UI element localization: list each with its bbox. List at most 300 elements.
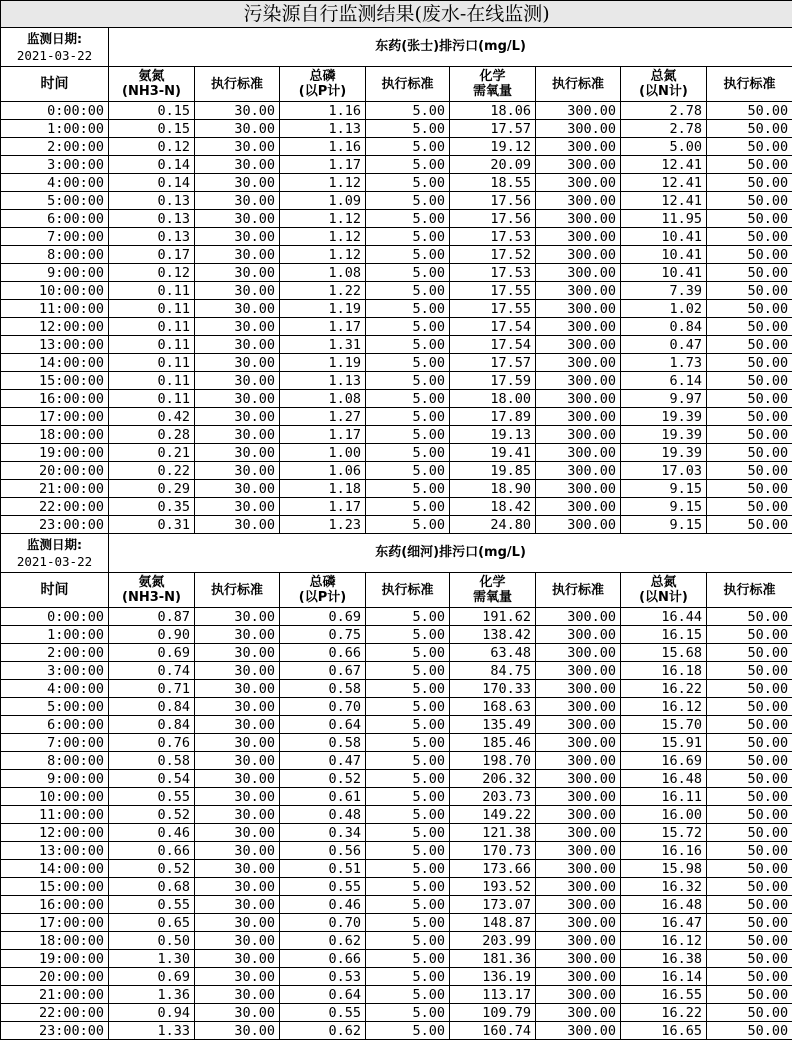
tp-standard: 5.00 bbox=[366, 644, 450, 662]
tp-value: 0.52 bbox=[280, 770, 366, 788]
nh3-value: 0.28 bbox=[109, 426, 195, 444]
tp-standard: 5.00 bbox=[366, 120, 450, 138]
tn-standard: 50.00 bbox=[707, 354, 792, 372]
table-row bbox=[1, 480, 792, 498]
tn-standard: 50.00 bbox=[707, 300, 792, 318]
nh3-standard: 30.00 bbox=[195, 318, 280, 336]
nh3-standard: 30.00 bbox=[195, 138, 280, 156]
time-cell: 4:00:00 bbox=[1, 680, 109, 698]
nh3-value: 0.15 bbox=[109, 102, 195, 120]
header-standard: 执行标准 bbox=[536, 573, 621, 608]
tp-value: 0.62 bbox=[280, 1022, 366, 1040]
nh3-standard: 30.00 bbox=[195, 644, 280, 662]
cod-value: 18.00 bbox=[450, 390, 536, 408]
tp-standard: 5.00 bbox=[366, 752, 450, 770]
monitoring-date-cell bbox=[1, 28, 109, 67]
tp-standard: 5.00 bbox=[366, 264, 450, 282]
cod-standard: 300.00 bbox=[536, 192, 621, 210]
table-row bbox=[1, 390, 792, 408]
nh3-standard: 30.00 bbox=[195, 968, 280, 986]
header-cod-line: 化学 bbox=[479, 69, 506, 84]
cod-standard: 300.00 bbox=[536, 626, 621, 644]
tp-value: 0.62 bbox=[280, 932, 366, 950]
cod-standard: 300.00 bbox=[536, 932, 621, 950]
nh3-value: 0.22 bbox=[109, 462, 195, 480]
table-row bbox=[1, 138, 792, 156]
nh3-standard: 30.00 bbox=[195, 498, 280, 516]
nh3-value: 1.33 bbox=[109, 1022, 195, 1040]
tn-standard: 50.00 bbox=[707, 246, 792, 264]
nh3-standard: 30.00 bbox=[195, 372, 280, 390]
tp-value: 0.47 bbox=[280, 752, 366, 770]
cod-value: 17.52 bbox=[450, 246, 536, 264]
table-row bbox=[1, 860, 792, 878]
time-cell: 23:00:00 bbox=[1, 1022, 109, 1040]
cod-value: 203.99 bbox=[450, 932, 536, 950]
nh3-standard: 30.00 bbox=[195, 878, 280, 896]
tp-value: 0.66 bbox=[280, 950, 366, 968]
table-row bbox=[1, 842, 792, 860]
nh3-value: 0.31 bbox=[109, 516, 195, 534]
tn-value: 19.39 bbox=[621, 426, 707, 444]
time-cell: 13:00:00 bbox=[1, 336, 109, 354]
nh3-standard: 30.00 bbox=[195, 282, 280, 300]
tn-standard: 50.00 bbox=[707, 1022, 792, 1040]
table-row bbox=[1, 680, 792, 698]
table-row bbox=[1, 300, 792, 318]
header-cod-line: 化学 bbox=[479, 575, 506, 590]
table-row bbox=[1, 444, 792, 462]
nh3-value: 0.29 bbox=[109, 480, 195, 498]
tp-standard: 5.00 bbox=[366, 932, 450, 950]
nh3-value: 0.42 bbox=[109, 408, 195, 426]
tn-value: 16.18 bbox=[621, 662, 707, 680]
nh3-standard: 30.00 bbox=[195, 264, 280, 282]
tn-standard: 50.00 bbox=[707, 282, 792, 300]
header-tp-line: (以P计) bbox=[298, 590, 347, 605]
nh3-value: 0.54 bbox=[109, 770, 195, 788]
header-nh3-line: (NH3-N) bbox=[122, 84, 181, 99]
tp-standard: 5.00 bbox=[366, 878, 450, 896]
tn-value: 16.32 bbox=[621, 878, 707, 896]
cod-standard: 300.00 bbox=[536, 120, 621, 138]
nh3-standard: 30.00 bbox=[195, 426, 280, 444]
header-cod-line: 需氧量 bbox=[472, 84, 512, 99]
cod-value: 173.07 bbox=[450, 896, 536, 914]
monitoring-date-value: 2021-03-22 bbox=[16, 554, 93, 569]
cod-value: 17.53 bbox=[450, 264, 536, 282]
cod-standard: 300.00 bbox=[536, 408, 621, 426]
nh3-value: 0.14 bbox=[109, 174, 195, 192]
cod-value: 17.56 bbox=[450, 192, 536, 210]
nh3-value: 0.12 bbox=[109, 138, 195, 156]
tn-standard: 50.00 bbox=[707, 608, 792, 626]
tn-value: 12.41 bbox=[621, 192, 707, 210]
table-row bbox=[1, 896, 792, 914]
monitoring-date-label: 监测日期: bbox=[27, 31, 82, 46]
tn-value: 9.15 bbox=[621, 516, 707, 534]
tn-value: 5.00 bbox=[621, 138, 707, 156]
cod-standard: 300.00 bbox=[536, 1004, 621, 1022]
tn-value: 16.12 bbox=[621, 932, 707, 950]
tp-standard: 5.00 bbox=[366, 390, 450, 408]
table-row bbox=[1, 516, 792, 534]
cod-standard: 300.00 bbox=[536, 282, 621, 300]
tn-standard: 50.00 bbox=[707, 932, 792, 950]
tp-standard: 5.00 bbox=[366, 516, 450, 534]
column-header-row bbox=[1, 67, 792, 102]
tn-standard: 50.00 bbox=[707, 806, 792, 824]
header-tn-line: 总氮 bbox=[650, 575, 677, 590]
tn-standard: 50.00 bbox=[707, 138, 792, 156]
tn-value: 15.68 bbox=[621, 644, 707, 662]
nh3-standard: 30.00 bbox=[195, 932, 280, 950]
table-row bbox=[1, 914, 792, 932]
cod-standard: 300.00 bbox=[536, 372, 621, 390]
time-cell: 21:00:00 bbox=[1, 986, 109, 1004]
tp-value: 0.58 bbox=[280, 734, 366, 752]
cod-value: 138.42 bbox=[450, 626, 536, 644]
cod-standard: 300.00 bbox=[536, 644, 621, 662]
cod-standard: 300.00 bbox=[536, 914, 621, 932]
tn-value: 16.22 bbox=[621, 680, 707, 698]
cod-value: 84.75 bbox=[450, 662, 536, 680]
tn-standard: 50.00 bbox=[707, 734, 792, 752]
table-row bbox=[1, 498, 792, 516]
header-standard: 执行标准 bbox=[707, 573, 792, 608]
tn-standard: 50.00 bbox=[707, 498, 792, 516]
cod-standard: 300.00 bbox=[536, 734, 621, 752]
cod-value: 19.12 bbox=[450, 138, 536, 156]
time-cell: 8:00:00 bbox=[1, 752, 109, 770]
tn-standard: 50.00 bbox=[707, 896, 792, 914]
tp-standard: 5.00 bbox=[366, 680, 450, 698]
header-tn bbox=[621, 573, 707, 608]
time-cell: 13:00:00 bbox=[1, 842, 109, 860]
tn-value: 16.14 bbox=[621, 968, 707, 986]
tn-standard: 50.00 bbox=[707, 210, 792, 228]
time-cell: 9:00:00 bbox=[1, 264, 109, 282]
header-time: 时间 bbox=[1, 67, 109, 102]
tp-value: 1.12 bbox=[280, 174, 366, 192]
time-cell: 8:00:00 bbox=[1, 246, 109, 264]
cod-standard: 300.00 bbox=[536, 824, 621, 842]
nh3-value: 0.13 bbox=[109, 192, 195, 210]
tp-standard: 5.00 bbox=[366, 444, 450, 462]
tp-value: 0.34 bbox=[280, 824, 366, 842]
tn-value: 16.55 bbox=[621, 986, 707, 1004]
time-cell: 1:00:00 bbox=[1, 626, 109, 644]
tp-value: 1.23 bbox=[280, 516, 366, 534]
cod-standard: 300.00 bbox=[536, 516, 621, 534]
tn-value: 2.78 bbox=[621, 120, 707, 138]
nh3-value: 0.52 bbox=[109, 860, 195, 878]
cod-value: 203.73 bbox=[450, 788, 536, 806]
nh3-value: 0.74 bbox=[109, 662, 195, 680]
nh3-value: 0.84 bbox=[109, 716, 195, 734]
tp-standard: 5.00 bbox=[366, 408, 450, 426]
cod-value: 160.74 bbox=[450, 1022, 536, 1040]
tp-standard: 5.00 bbox=[366, 914, 450, 932]
tp-standard: 5.00 bbox=[366, 246, 450, 264]
table-row bbox=[1, 716, 792, 734]
tp-standard: 5.00 bbox=[366, 968, 450, 986]
cod-standard: 300.00 bbox=[536, 498, 621, 516]
tn-value: 9.15 bbox=[621, 498, 707, 516]
cod-value: 17.55 bbox=[450, 282, 536, 300]
cod-value: 17.55 bbox=[450, 300, 536, 318]
cod-standard: 300.00 bbox=[536, 716, 621, 734]
nh3-value: 0.90 bbox=[109, 626, 195, 644]
nh3-value: 0.21 bbox=[109, 444, 195, 462]
cod-value: 206.32 bbox=[450, 770, 536, 788]
header-tp-line: 总磷 bbox=[309, 69, 336, 84]
table-row bbox=[1, 626, 792, 644]
nh3-value: 0.71 bbox=[109, 680, 195, 698]
table-row bbox=[1, 878, 792, 896]
cod-value: 191.62 bbox=[450, 608, 536, 626]
time-cell: 10:00:00 bbox=[1, 282, 109, 300]
tp-standard: 5.00 bbox=[366, 806, 450, 824]
tp-standard: 5.00 bbox=[366, 662, 450, 680]
time-cell: 18:00:00 bbox=[1, 426, 109, 444]
nh3-value: 0.50 bbox=[109, 932, 195, 950]
nh3-value: 0.11 bbox=[109, 390, 195, 408]
cod-standard: 300.00 bbox=[536, 300, 621, 318]
time-cell: 19:00:00 bbox=[1, 950, 109, 968]
table-row bbox=[1, 770, 792, 788]
cod-standard: 300.00 bbox=[536, 608, 621, 626]
tp-standard: 5.00 bbox=[366, 210, 450, 228]
tp-value: 0.51 bbox=[280, 860, 366, 878]
tn-value: 11.95 bbox=[621, 210, 707, 228]
cod-value: 170.33 bbox=[450, 680, 536, 698]
tp-value: 1.08 bbox=[280, 390, 366, 408]
tn-value: 19.39 bbox=[621, 444, 707, 462]
time-cell: 11:00:00 bbox=[1, 806, 109, 824]
nh3-value: 0.13 bbox=[109, 228, 195, 246]
cod-standard: 300.00 bbox=[536, 264, 621, 282]
table-row bbox=[1, 662, 792, 680]
nh3-standard: 30.00 bbox=[195, 390, 280, 408]
time-cell: 4:00:00 bbox=[1, 174, 109, 192]
time-cell: 9:00:00 bbox=[1, 770, 109, 788]
nh3-value: 0.68 bbox=[109, 878, 195, 896]
tp-value: 1.12 bbox=[280, 210, 366, 228]
nh3-value: 0.55 bbox=[109, 788, 195, 806]
tp-standard: 5.00 bbox=[366, 156, 450, 174]
cod-standard: 300.00 bbox=[536, 228, 621, 246]
tn-value: 16.48 bbox=[621, 896, 707, 914]
header-cod bbox=[450, 67, 536, 102]
header-tn bbox=[621, 67, 707, 102]
section-info-row bbox=[1, 28, 792, 67]
cod-standard: 300.00 bbox=[536, 156, 621, 174]
tp-standard: 5.00 bbox=[366, 1004, 450, 1022]
cod-value: 18.42 bbox=[450, 498, 536, 516]
nh3-standard: 30.00 bbox=[195, 842, 280, 860]
nh3-value: 0.76 bbox=[109, 734, 195, 752]
time-cell: 15:00:00 bbox=[1, 878, 109, 896]
cod-value: 17.57 bbox=[450, 354, 536, 372]
tp-standard: 5.00 bbox=[366, 734, 450, 752]
nh3-value: 0.14 bbox=[109, 156, 195, 174]
cod-value: 20.09 bbox=[450, 156, 536, 174]
cod-value: 121.38 bbox=[450, 824, 536, 842]
table-row bbox=[1, 698, 792, 716]
table-row bbox=[1, 336, 792, 354]
tn-value: 9.15 bbox=[621, 480, 707, 498]
nh3-standard: 30.00 bbox=[195, 914, 280, 932]
time-cell: 7:00:00 bbox=[1, 228, 109, 246]
tp-standard: 5.00 bbox=[366, 354, 450, 372]
cod-standard: 300.00 bbox=[536, 698, 621, 716]
nh3-standard: 30.00 bbox=[195, 896, 280, 914]
cod-value: 181.36 bbox=[450, 950, 536, 968]
time-cell: 0:00:00 bbox=[1, 608, 109, 626]
time-cell: 0:00:00 bbox=[1, 102, 109, 120]
cod-standard: 300.00 bbox=[536, 174, 621, 192]
tn-value: 16.11 bbox=[621, 788, 707, 806]
tn-value: 12.41 bbox=[621, 174, 707, 192]
tp-standard: 5.00 bbox=[366, 626, 450, 644]
nh3-standard: 30.00 bbox=[195, 354, 280, 372]
cod-standard: 300.00 bbox=[536, 662, 621, 680]
time-cell: 22:00:00 bbox=[1, 498, 109, 516]
tn-standard: 50.00 bbox=[707, 968, 792, 986]
tp-value: 1.18 bbox=[280, 480, 366, 498]
header-tn-line: 总氮 bbox=[650, 69, 677, 84]
tn-standard: 50.00 bbox=[707, 120, 792, 138]
table-row bbox=[1, 372, 792, 390]
nh3-standard: 30.00 bbox=[195, 698, 280, 716]
tn-standard: 50.00 bbox=[707, 626, 792, 644]
cod-standard: 300.00 bbox=[536, 752, 621, 770]
nh3-standard: 30.00 bbox=[195, 824, 280, 842]
nh3-value: 0.66 bbox=[109, 842, 195, 860]
time-cell: 16:00:00 bbox=[1, 896, 109, 914]
nh3-value: 0.11 bbox=[109, 300, 195, 318]
cod-value: 24.80 bbox=[450, 516, 536, 534]
tn-value: 10.41 bbox=[621, 264, 707, 282]
tn-standard: 50.00 bbox=[707, 336, 792, 354]
monitoring-date-value: 2021-03-22 bbox=[16, 48, 93, 63]
table-row bbox=[1, 608, 792, 626]
cod-standard: 300.00 bbox=[536, 444, 621, 462]
time-cell: 3:00:00 bbox=[1, 156, 109, 174]
nh3-value: 1.36 bbox=[109, 986, 195, 1004]
tp-standard: 5.00 bbox=[366, 300, 450, 318]
time-cell: 6:00:00 bbox=[1, 716, 109, 734]
tn-standard: 50.00 bbox=[707, 390, 792, 408]
tn-standard: 50.00 bbox=[707, 174, 792, 192]
header-tn-line: (以N计) bbox=[639, 590, 688, 605]
tp-standard: 5.00 bbox=[366, 608, 450, 626]
tn-standard: 50.00 bbox=[707, 986, 792, 1004]
monitoring-date-label: 监测日期: bbox=[27, 537, 82, 552]
tp-standard: 5.00 bbox=[366, 824, 450, 842]
cod-value: 17.57 bbox=[450, 120, 536, 138]
cod-standard: 300.00 bbox=[536, 950, 621, 968]
nh3-standard: 30.00 bbox=[195, 462, 280, 480]
tn-value: 1.02 bbox=[621, 300, 707, 318]
tn-value: 16.47 bbox=[621, 914, 707, 932]
tn-value: 12.41 bbox=[621, 156, 707, 174]
tn-value: 1.73 bbox=[621, 354, 707, 372]
table-row bbox=[1, 968, 792, 986]
monitoring-date-cell bbox=[1, 534, 109, 573]
tp-value: 1.12 bbox=[280, 228, 366, 246]
tn-standard: 50.00 bbox=[707, 950, 792, 968]
header-tp-line: (以P计) bbox=[298, 84, 347, 99]
time-cell: 14:00:00 bbox=[1, 860, 109, 878]
tn-value: 16.15 bbox=[621, 626, 707, 644]
nh3-standard: 30.00 bbox=[195, 1004, 280, 1022]
nh3-standard: 30.00 bbox=[195, 102, 280, 120]
nh3-standard: 30.00 bbox=[195, 626, 280, 644]
tn-standard: 50.00 bbox=[707, 372, 792, 390]
tp-value: 0.48 bbox=[280, 806, 366, 824]
nh3-standard: 30.00 bbox=[195, 734, 280, 752]
time-cell: 23:00:00 bbox=[1, 516, 109, 534]
tn-value: 19.39 bbox=[621, 408, 707, 426]
tn-value: 15.91 bbox=[621, 734, 707, 752]
table-row bbox=[1, 806, 792, 824]
nh3-standard: 30.00 bbox=[195, 1022, 280, 1040]
table-row bbox=[1, 354, 792, 372]
nh3-value: 1.30 bbox=[109, 950, 195, 968]
time-cell: 22:00:00 bbox=[1, 1004, 109, 1022]
tn-standard: 50.00 bbox=[707, 102, 792, 120]
tn-value: 0.84 bbox=[621, 318, 707, 336]
cod-value: 19.85 bbox=[450, 462, 536, 480]
cod-standard: 300.00 bbox=[536, 246, 621, 264]
time-cell: 12:00:00 bbox=[1, 824, 109, 842]
table-row bbox=[1, 644, 792, 662]
tp-value: 1.08 bbox=[280, 264, 366, 282]
table-row bbox=[1, 120, 792, 138]
tn-value: 6.14 bbox=[621, 372, 707, 390]
outlet-name: 东药(细河)排污口(mg/L) bbox=[109, 534, 792, 573]
tp-standard: 5.00 bbox=[366, 950, 450, 968]
cod-value: 19.13 bbox=[450, 426, 536, 444]
cod-standard: 300.00 bbox=[536, 968, 621, 986]
tp-standard: 5.00 bbox=[366, 770, 450, 788]
table-row bbox=[1, 318, 792, 336]
cod-standard: 300.00 bbox=[536, 986, 621, 1004]
cod-standard: 300.00 bbox=[536, 480, 621, 498]
table-row bbox=[1, 246, 792, 264]
nh3-value: 0.11 bbox=[109, 372, 195, 390]
cod-value: 17.54 bbox=[450, 336, 536, 354]
nh3-standard: 30.00 bbox=[195, 752, 280, 770]
nh3-value: 0.35 bbox=[109, 498, 195, 516]
nh3-standard: 30.00 bbox=[195, 806, 280, 824]
tp-value: 0.56 bbox=[280, 842, 366, 860]
table-row bbox=[1, 824, 792, 842]
table-row bbox=[1, 1022, 792, 1040]
nh3-standard: 30.00 bbox=[195, 120, 280, 138]
cod-value: 149.22 bbox=[450, 806, 536, 824]
table-row bbox=[1, 228, 792, 246]
cod-standard: 300.00 bbox=[536, 426, 621, 444]
nh3-value: 0.11 bbox=[109, 336, 195, 354]
time-cell: 3:00:00 bbox=[1, 662, 109, 680]
tn-value: 16.16 bbox=[621, 842, 707, 860]
tp-standard: 5.00 bbox=[366, 462, 450, 480]
tn-standard: 50.00 bbox=[707, 752, 792, 770]
tn-standard: 50.00 bbox=[707, 156, 792, 174]
